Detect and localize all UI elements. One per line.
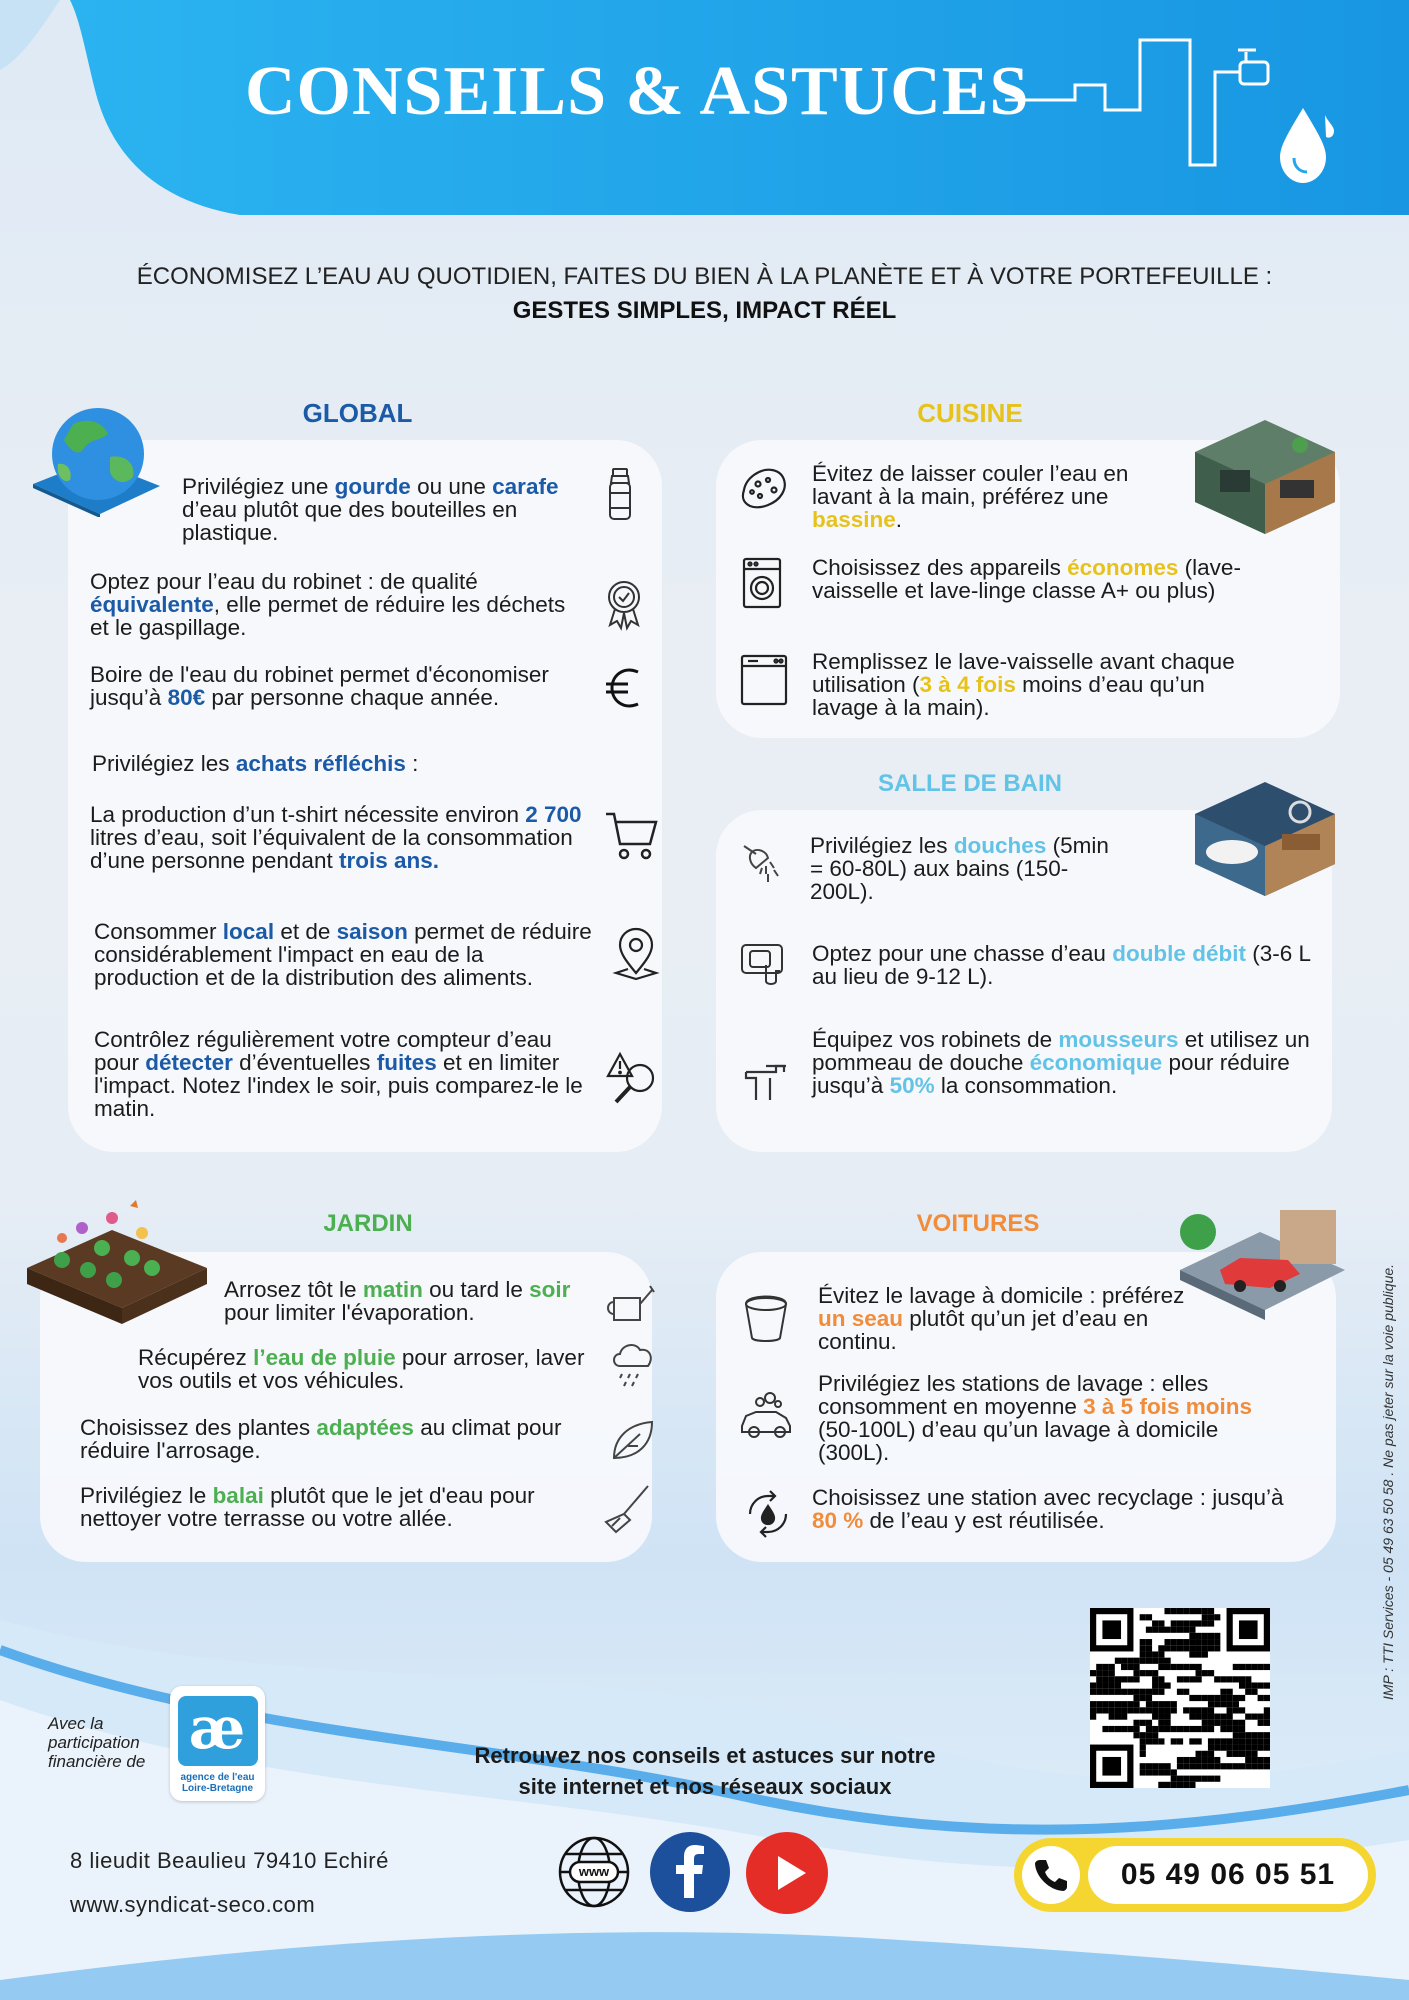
global-tip-6: Consommer local et de saison permet de réduire considérablement l'impact en eau de la production et de la distribution des aliments.	[94, 919, 592, 990]
broom-icon	[600, 1480, 656, 1536]
global-tip-3: Boire de l'eau du robinet permet d'économiser jusqu’à 80€ par personne chaque année.	[90, 662, 549, 710]
jardin-tip-1: Arrosez tôt le matin ou tard le soir pour limiter l'évaporation.	[224, 1277, 571, 1325]
address: 8 lieudit Beaulieu 79410 Echiré	[70, 1848, 389, 1873]
jardin-title: JARDIN	[323, 1210, 413, 1237]
quality-badge-icon	[596, 575, 652, 631]
bucket-icon	[738, 1290, 794, 1346]
salle-de-bain-title: SALLE DE BAIN	[877, 770, 1062, 797]
phone-number[interactable]: 05 49 06 05 51	[1120, 1858, 1336, 1891]
sdb-tip-1: Privilégiez les douches (5min = 60-80L) aux bains (150-200L).	[810, 833, 1109, 904]
jardin-tip-2: Récupérez l’eau de pluie pour arroser, laver vos outils et vos véhicules.	[138, 1345, 585, 1393]
agence-eau-logo: æ agence de l'eau Loire-Bretagne	[170, 1686, 265, 1801]
sponge-icon	[736, 460, 792, 516]
subtitle: ÉCONOMISEZ L’EAU AU QUOTIDIEN, FAITES DU BIEN À LA PLANÈTE ET À VOTRE PORTEFEUILLE :	[136, 263, 1273, 290]
sdb-tip-2: Optez pour une chasse d’eau double débit (3-6 L au lieu de 9-12 L).	[812, 941, 1311, 989]
washing-machine-icon	[734, 555, 790, 611]
dishwasher-icon	[736, 652, 792, 708]
voitures-tip-1: Évitez le lavage à domicile : préférez un seau plutôt qu’un jet d’eau en continu.	[818, 1283, 1185, 1354]
financing-text: Avec la participation financière de	[48, 1714, 146, 1771]
global-tip-4: Privilégiez les achats réfléchis :	[92, 751, 419, 776]
youtube-icon[interactable]	[746, 1832, 828, 1914]
global-title: GLOBAL	[302, 398, 413, 428]
water-recycle-icon	[740, 1486, 796, 1542]
website-link[interactable]: www.syndicat-seco.com	[70, 1892, 316, 1917]
jardin-tip-3: Choisissez des plantes adaptées au climat pour réduire l'arrosage.	[80, 1415, 562, 1463]
leaf-icon	[604, 1412, 660, 1468]
toilet-flush-icon	[736, 935, 792, 991]
global-tip-1: Privilégiez une gourde ou une carafe d’eau plutôt que des bouteilles en plastique.	[182, 474, 559, 545]
watering-can-icon	[600, 1274, 656, 1330]
location-pin-icon	[608, 925, 664, 981]
phone-icon	[1022, 1846, 1080, 1904]
shower-icon	[738, 838, 794, 894]
subtitle-bold: GESTES SIMPLES, IMPACT RÉEL	[512, 297, 897, 324]
qr-code[interactable]	[1090, 1608, 1270, 1788]
jardin-tip-4: Privilégiez le balai plutôt que le jet d'eau pour nettoyer votre terrasse ou votre allée.	[80, 1483, 535, 1531]
svg-text:æ: æ	[188, 1694, 246, 1762]
cuisine-tip-2: Choisissez des appareils économes (lave-vaisselle et lave-linge classe A+ ou plus)	[812, 555, 1241, 603]
cuisine-title: CUISINE	[917, 398, 1023, 428]
faucet-icon	[740, 1048, 796, 1104]
globe-www-icon[interactable]	[556, 1834, 632, 1910]
garden-illustration	[22, 1188, 212, 1328]
shopping-cart-icon	[604, 808, 660, 864]
voitures-tip-3: Choisissez une station avec recyclage : jusqu’à 80 % de l’eau y est réutilisée.	[812, 1485, 1284, 1533]
euro-icon	[598, 660, 654, 716]
www-label: www	[578, 1864, 610, 1879]
cuisine-tip-3: Remplissez le lave-vaisselle avant chaque utilisation (3 à 4 fois moins d’eau qu’un lavage à la main).	[812, 649, 1235, 720]
global-tip-2: Optez pour l’eau du robinet : de qualité équivalente, elle permet de réduire les déchets et le gaspillage.	[90, 569, 566, 640]
rain-cloud-icon	[606, 1336, 662, 1392]
sdb-tip-3: Équipez vos robinets de mousseurs et utilisez un pommeau de douche économique pour réduire jusqu’à 50% la consommation.	[812, 1027, 1310, 1098]
voitures-tip-2: Privilégiez les stations de lavage : elles consomment en moyenne 3 à 5 fois moins (50-100L) d’eau qu’un lavage à domicile (300L).	[818, 1371, 1252, 1465]
bathroom-illustration	[1190, 772, 1340, 902]
cuisine-tip-1: Évitez de laisser couler l’eau en lavant à la main, préférez une bassine.	[812, 461, 1129, 532]
page-title: CONSEILS & ASTUCES	[245, 53, 1030, 130]
global-tip-7: Contrôlez régulièrement votre compteur d’eau pour détecter d’éventuelles fuites et en limiter l'impact. Notez l'index le soir, puis comparez-le le matin.	[94, 1027, 583, 1121]
footer-cta: Retrouvez nos conseils et astuces sur notre site internet et nos réseaux sociaux	[474, 1743, 936, 1799]
imprint-note: IMP : TTI Services - 05 49 63 50 58 . Ne pas jeter sur la voie publique.	[1380, 1263, 1396, 1700]
globe-illustration	[28, 402, 163, 517]
water-bottle-icon	[592, 466, 648, 522]
kitchen-illustration	[1190, 410, 1340, 540]
global-tip-5: La production d’un t-shirt nécessite environ 2 700 litres d’eau, soit l’équivalent de la consommation d’une personne pendant trois ans.	[90, 802, 582, 873]
voitures-title: VOITURES	[916, 1210, 1040, 1237]
facebook-icon[interactable]	[650, 1832, 730, 1912]
leak-search-icon	[604, 1050, 660, 1106]
car-wash-icon	[738, 1388, 794, 1444]
